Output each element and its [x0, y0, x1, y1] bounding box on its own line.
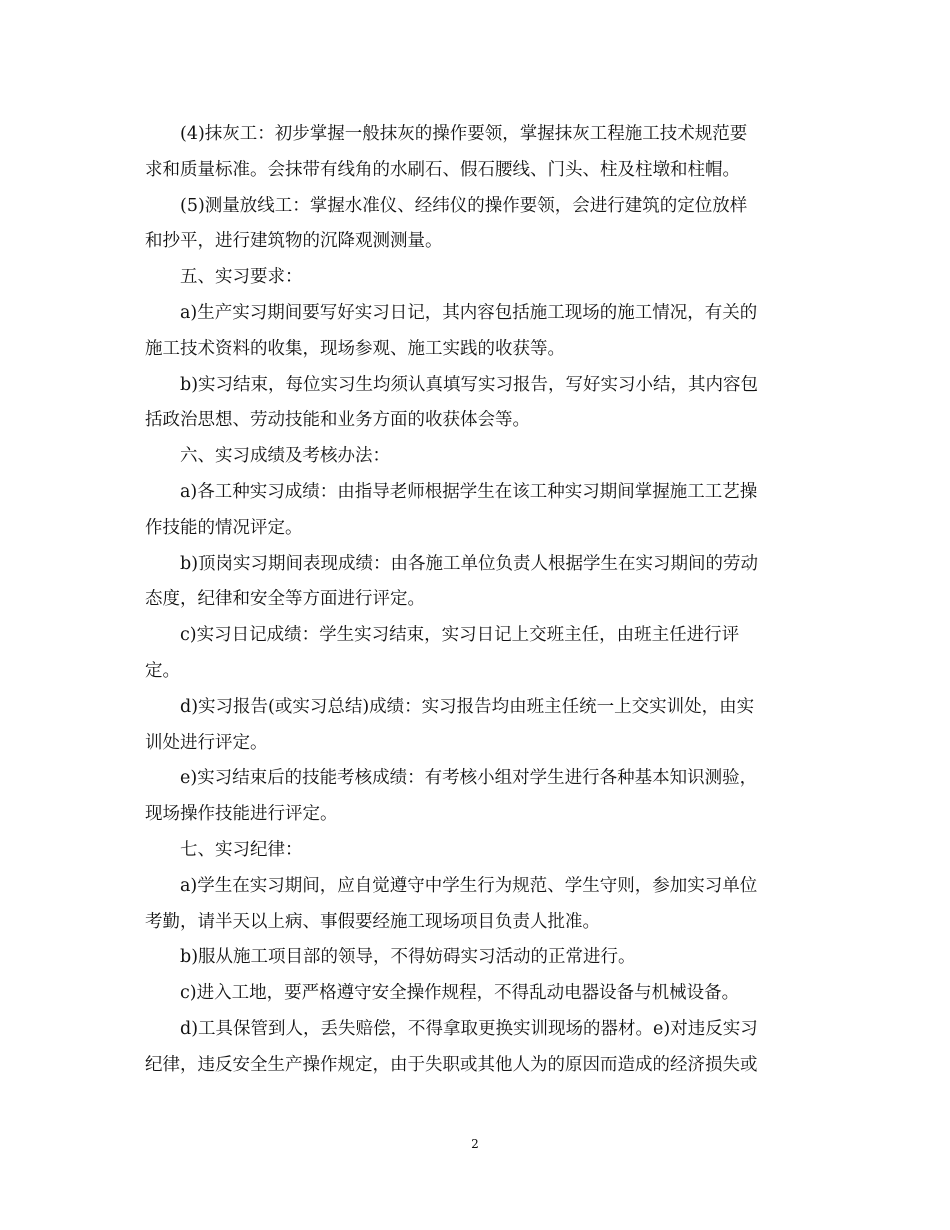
text-line: 和抄平，进行建筑物的沉降观测测量。: [145, 231, 443, 252]
text-line: 训处进行评定。: [145, 732, 268, 753]
paragraph: [145, 368, 805, 440]
text-line: b)实习结束，每位实习生均须认真填写实习报告，写好实习小结，其内容包: [180, 374, 759, 395]
text-line: 作技能的情况评定。: [145, 517, 303, 538]
text-line: 定。: [145, 660, 180, 681]
text-line: d)实习报告(或实习总结)成绩：实习报告均由班主任统一上交实训处，由实: [180, 696, 755, 717]
paragraph: [145, 869, 805, 941]
page-number: 2: [471, 1137, 479, 1151]
paragraph: [145, 940, 805, 976]
text-line: 现场操作技能进行评定。: [145, 804, 338, 825]
text-line: (5)测量放线工：掌握水准仪、经纬仪的操作要领，会进行建筑的定位放样: [180, 195, 748, 216]
text-line: (4)抹灰工：初步掌握一般抹灰的操作要领，掌握抹灰工程施工技术规范要: [180, 124, 748, 144]
text-line: 七、实习纪律：: [180, 839, 303, 860]
text-line: 纪律，违反安全生产操作规定，由于失职或其他人为的原因而造成的经济损失或: [145, 1054, 758, 1075]
text-line: b)顶岗实习期间表现成绩：由各施工单位负责人根据学生在实习期间的劳动: [180, 553, 759, 574]
paragraph: [145, 1012, 805, 1084]
paragraph: [145, 117, 805, 189]
text-line: 六、实习成绩及考核办法：: [180, 446, 390, 467]
paragraph: [145, 833, 805, 869]
paragraph: [145, 439, 805, 475]
paragraph: [145, 690, 805, 762]
paragraph: [145, 618, 805, 690]
document-body: [145, 117, 805, 1084]
text-line: 求和质量标准。会抹带有线角的水刷石、假石腰线、门头、柱及柱墩和柱帽。: [145, 159, 740, 180]
text-line: e)实习结束后的技能考核成绩：有考核小组对学生进行各种基本知识测验，: [180, 768, 758, 789]
text-line: b)服从施工项目部的领导，不得妨碍实习活动的正常进行。: [180, 947, 636, 968]
text-line: a)生产实习期间要写好实习日记，其内容包括施工现场的施工情况，有关的: [180, 302, 758, 323]
paragraph: [145, 296, 805, 368]
text-line: d)工具保管到人，丢失赔偿，不得拿取更换实训现场的器材。e)对违反实习: [180, 1018, 758, 1039]
paragraph: [145, 260, 805, 296]
paragraph: [145, 189, 805, 261]
paragraph: [145, 761, 805, 833]
text-line: a)学生在实习期间，应自觉遵守中学生行为规范、学生守则，参加实习单位: [180, 875, 758, 896]
paragraph: [145, 547, 805, 619]
text-line: 态度，纪律和安全等方面进行评定。: [145, 589, 425, 610]
paragraph: [145, 475, 805, 547]
text-line: c)进入工地，要严格遵守安全操作规程，不得乱动电器设备与机械设备。: [180, 983, 740, 1004]
text-line: 施工技术资料的收集，现场参观、施工实践的收获等。: [145, 338, 565, 359]
paragraph: [145, 976, 805, 1012]
text-line: 考勤，请半天以上病、事假要经施工现场项目负责人批准。: [145, 911, 600, 932]
text-line: 括政治思想、劳动技能和业务方面的收获体会等。: [145, 410, 530, 431]
text-line: a)各工种实习成绩：由指导老师根据学生在该工种实习期间掌握施工工艺操: [180, 481, 758, 502]
text-line: c)实习日记成绩：学生实习结束，实习日记上交班主任，由班主任进行评: [180, 625, 740, 646]
text-line: 五、实习要求：: [180, 267, 303, 288]
